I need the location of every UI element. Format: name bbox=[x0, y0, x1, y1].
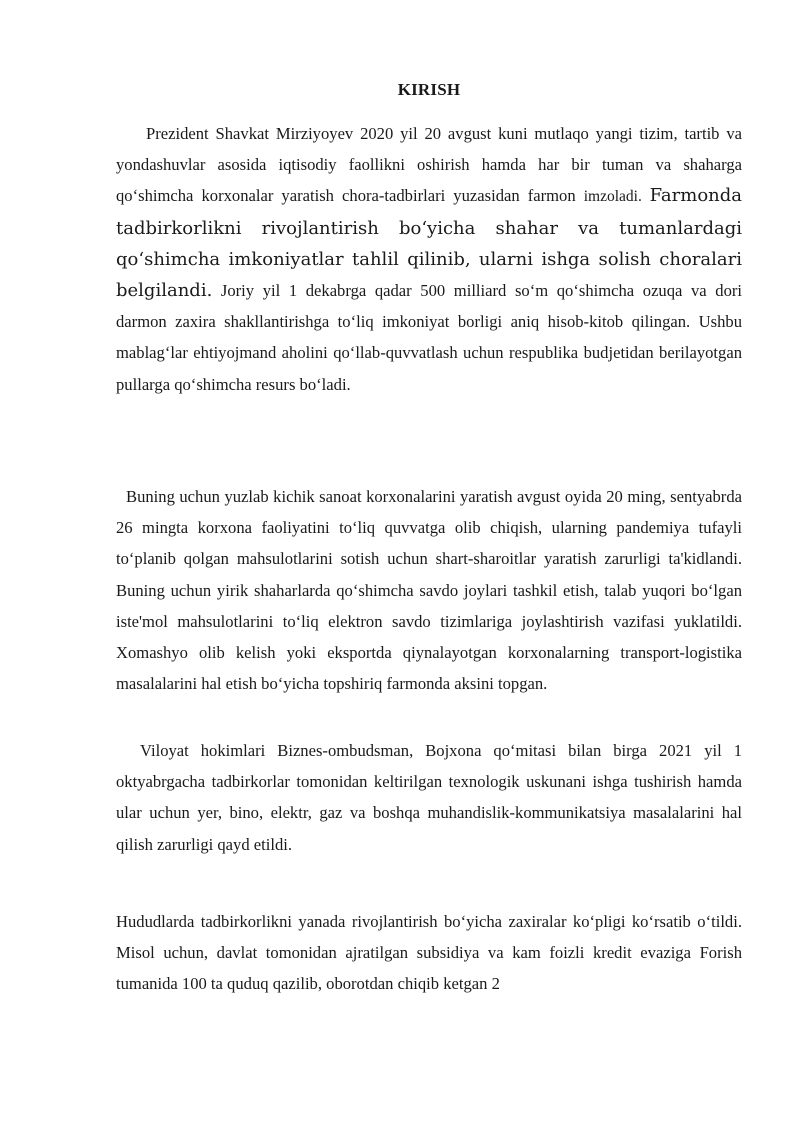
paragraph-2: Buning uchun yuzlab kichik sanoat korxonalarini yaratish avgust oyida 20 ming, sentyabrda 26 mingta korxona faoliyatini to‘liq quvvatga olib chiqish, ularning pandemiya tufayli to‘planib qolgan mahsulotlarini sotish uchun shart-sharoitlar yaratish zarurligi ta'kidlandi. Buning uchun yirik shaharlarda qo‘shimcha savdo joylari tashkil etish, talab yuqori bo‘lgan iste'mol mahsulotlarini to‘liq elektron savdo tizimlariga joylashtirish vazifasi yuklatildi. Xomashyo olib kelish yoki eksportda qiynalayotgan korxonalarning transport-logistika masalalarini hal etish bo‘yicha topshiriq farmonda aksini topgan. bbox=[116, 487, 742, 694]
paragraph-3: Viloyat hokimlari Biznes-ombudsman, Bojxona qo‘mitasi bilan birga 2021 yil 1 oktyabrgacha tadbirkorlar tomonidan keltirilgan texnologik uskunani ishga tushirish hamda ular uchun yer, bino, elektr, gaz va boshqa muhandislik-kommunikatsiya masalalarini hal qilish zarurligi qayd etildi. bbox=[116, 741, 742, 854]
paragraph-4: Hududlarda tadbirkorlikni yanada rivojlantirish bo‘yicha zaxiralar ko‘pligi ko‘rsatib o‘tildi. Misol uchun, davlat tomonidan ajratilgan subsidiya va kam foizli kredit evaziga Forish tumanida 100 ta quduq qazilib, oborotdan chiqib ketgan 2 bbox=[116, 912, 742, 994]
document-title: KIRISH bbox=[397, 80, 461, 99]
paragraph-1 bbox=[116, 118, 742, 400]
paragraph-1-part-d: Joriy yil 1 dekabrga qadar 500 milliard so‘m qo‘shimcha ozuqa va dori darmon zaxira shakllantirishga to‘liq imkoniyat borligi aniq hisob-kitob qilingan. Ushbu mablag‘lar ehtiyojmand aholini qo‘llab-quvvatlash uchun respublika budjetidan berilayotgan pullarga qo‘shimcha resurs bo‘ladi. bbox=[116, 281, 742, 394]
paragraph-1-part-b: imzoladi. bbox=[583, 188, 650, 206]
paragraph-1-part-a: Prezident Shavkat Mirziyoyev 2020 yil 20 avgust kuni mutlaqo yangi tizim, tartib va yondashuvlar asosida iqtisodiy faollikni oshirish hamda har bir tuman va shaharga qo‘shimcha korxonalar yaratish chora-tadbirlari yuzasidan farmon bbox=[116, 124, 742, 206]
paragraph-1-highlight: Farmonda tadbirkorlikni rivojlantirish bo‘yicha shahar va tumanlardagi qo‘shimcha imkoniyatlar tahlil qilinib, ularni ishga solish choralari belgilandi. bbox=[116, 185, 742, 302]
